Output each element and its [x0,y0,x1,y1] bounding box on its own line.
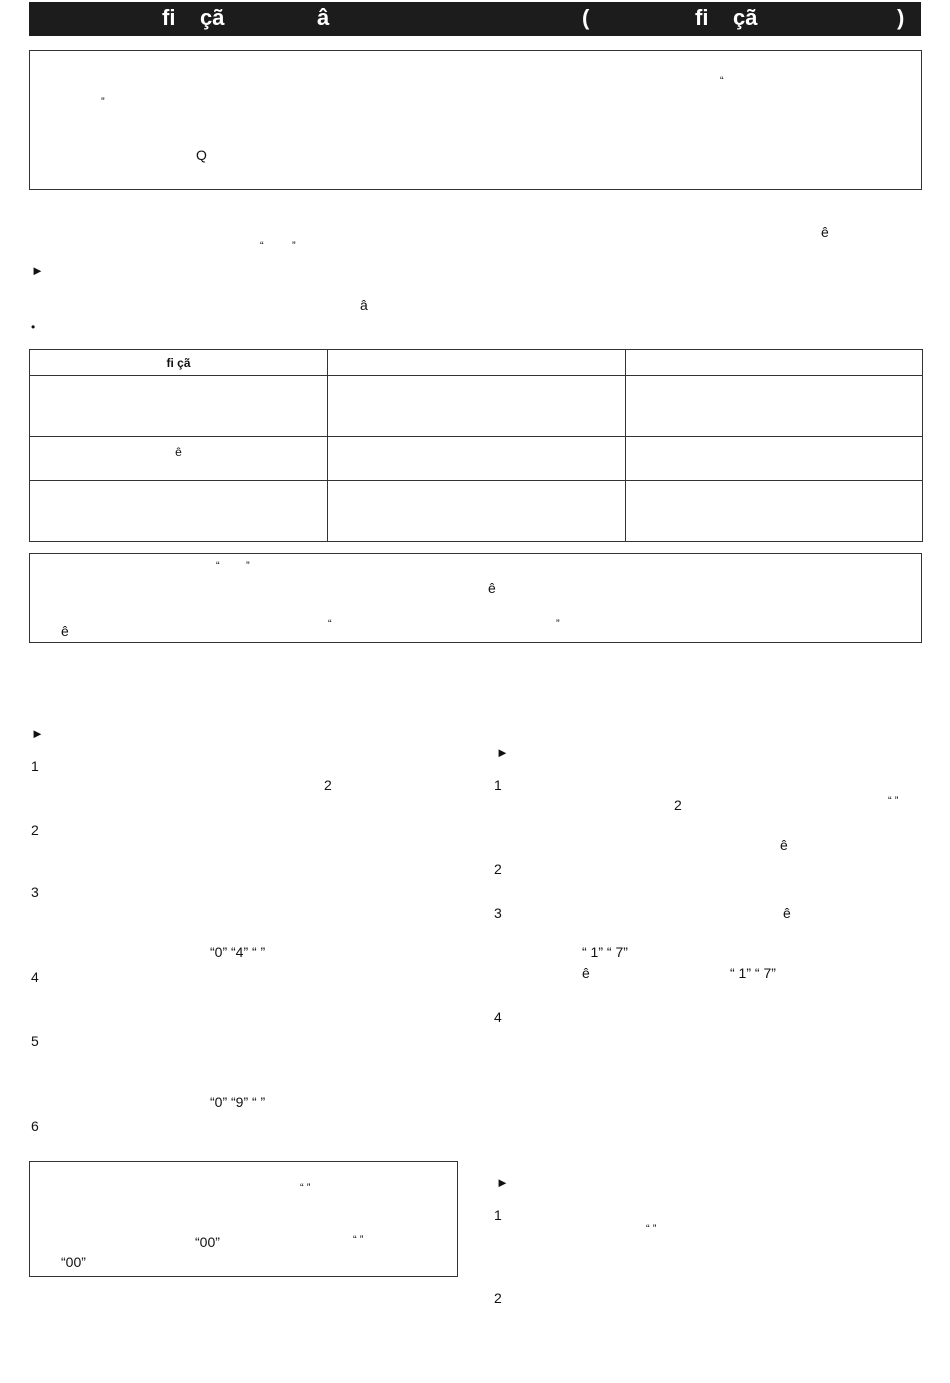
table-cell [328,481,626,542]
table-cell: ê [30,437,328,481]
left-step-number: 5 [31,1033,39,1049]
right-step-number: 1 [494,1207,502,1223]
right-step-number: 4 [494,1009,502,1025]
left-note-quotes: “ ” [300,1182,311,1194]
right-step3-values: “ 1” “ 7” [582,944,628,960]
table-row [30,437,923,481]
right-step-number: 3 [494,905,502,921]
left-step3-values: “0” “4” “ ” [210,944,266,960]
table-cell [328,437,626,481]
intro-bullet: • [31,320,36,334]
right-section-arrow-icon: ► [496,1175,509,1190]
table-cell [328,376,626,437]
left-step-number: 3 [31,884,39,900]
header-title-part: fi [162,5,176,30]
table-cell [626,481,923,542]
left-step-number: 6 [31,1118,39,1134]
table-row [30,376,923,437]
right-e-char: ê [783,905,791,921]
note-box [29,553,922,643]
intro-arrow-icon: ► [31,263,44,278]
right-step3-values: “ 1” “ 7” [730,965,776,981]
table-header-cell [626,350,923,376]
note-e-char: ê [488,580,496,596]
left-section-arrow-icon: ► [31,726,44,741]
note-quote-open: “ [216,560,220,572]
header-title-part: çã [733,5,758,30]
note-quote-close: ” [556,618,560,630]
note-quote-close: ” [246,560,250,572]
right-e-char: ê [582,965,590,981]
left-step-ref: 2 [324,777,332,793]
notice-letter: Q [196,147,207,163]
table-cell [626,437,923,481]
right-step-number: 2 [494,1290,502,1306]
left-step5-values: “0” “9” “ ” [210,1094,266,1110]
left-note-quotes: “ ” [353,1234,364,1246]
table-cell [30,481,328,542]
left-note-value: “00” [61,1254,86,1270]
right-quotes: “ ” [888,795,899,807]
right-e-char: ê [780,837,788,853]
intro-a-char: â [360,297,368,313]
header-title-part: çã [200,5,225,30]
spec-table [29,349,923,542]
right-step-number: 1 [494,777,502,793]
left-step-number: 2 [31,822,39,838]
page-header-bar [29,2,921,36]
note-e-char: ê [61,623,69,639]
right-section-arrow-icon: ► [496,745,509,760]
intro-quote-close: ” [292,240,296,252]
header-title-part: â [317,5,330,30]
table-header-row [30,350,923,376]
header-title-part: fi [695,5,709,30]
left-step-number: 4 [31,969,39,985]
table-header-cell [328,350,626,376]
left-note-value: “00” [195,1234,220,1250]
table-cell [626,376,923,437]
notice-box [29,50,922,190]
right-step-number: 2 [494,861,502,877]
left-note-box [29,1161,458,1277]
right-step-ref: 2 [674,797,682,813]
note-quote-open: “ [328,618,332,630]
notice-quote-close: ” [101,96,105,108]
table-row [30,481,923,542]
table-header-cell: fi çã [30,350,328,376]
table-cell [30,376,328,437]
header-title-part: ) [897,5,905,30]
intro-e-char: ê [821,224,829,240]
notice-quote-open: “ [720,75,724,87]
header-title-part: ( [582,5,590,30]
right-quotes: “ ” [646,1223,657,1235]
left-step-number: 1 [31,758,39,774]
intro-quote-open: “ [260,240,264,252]
